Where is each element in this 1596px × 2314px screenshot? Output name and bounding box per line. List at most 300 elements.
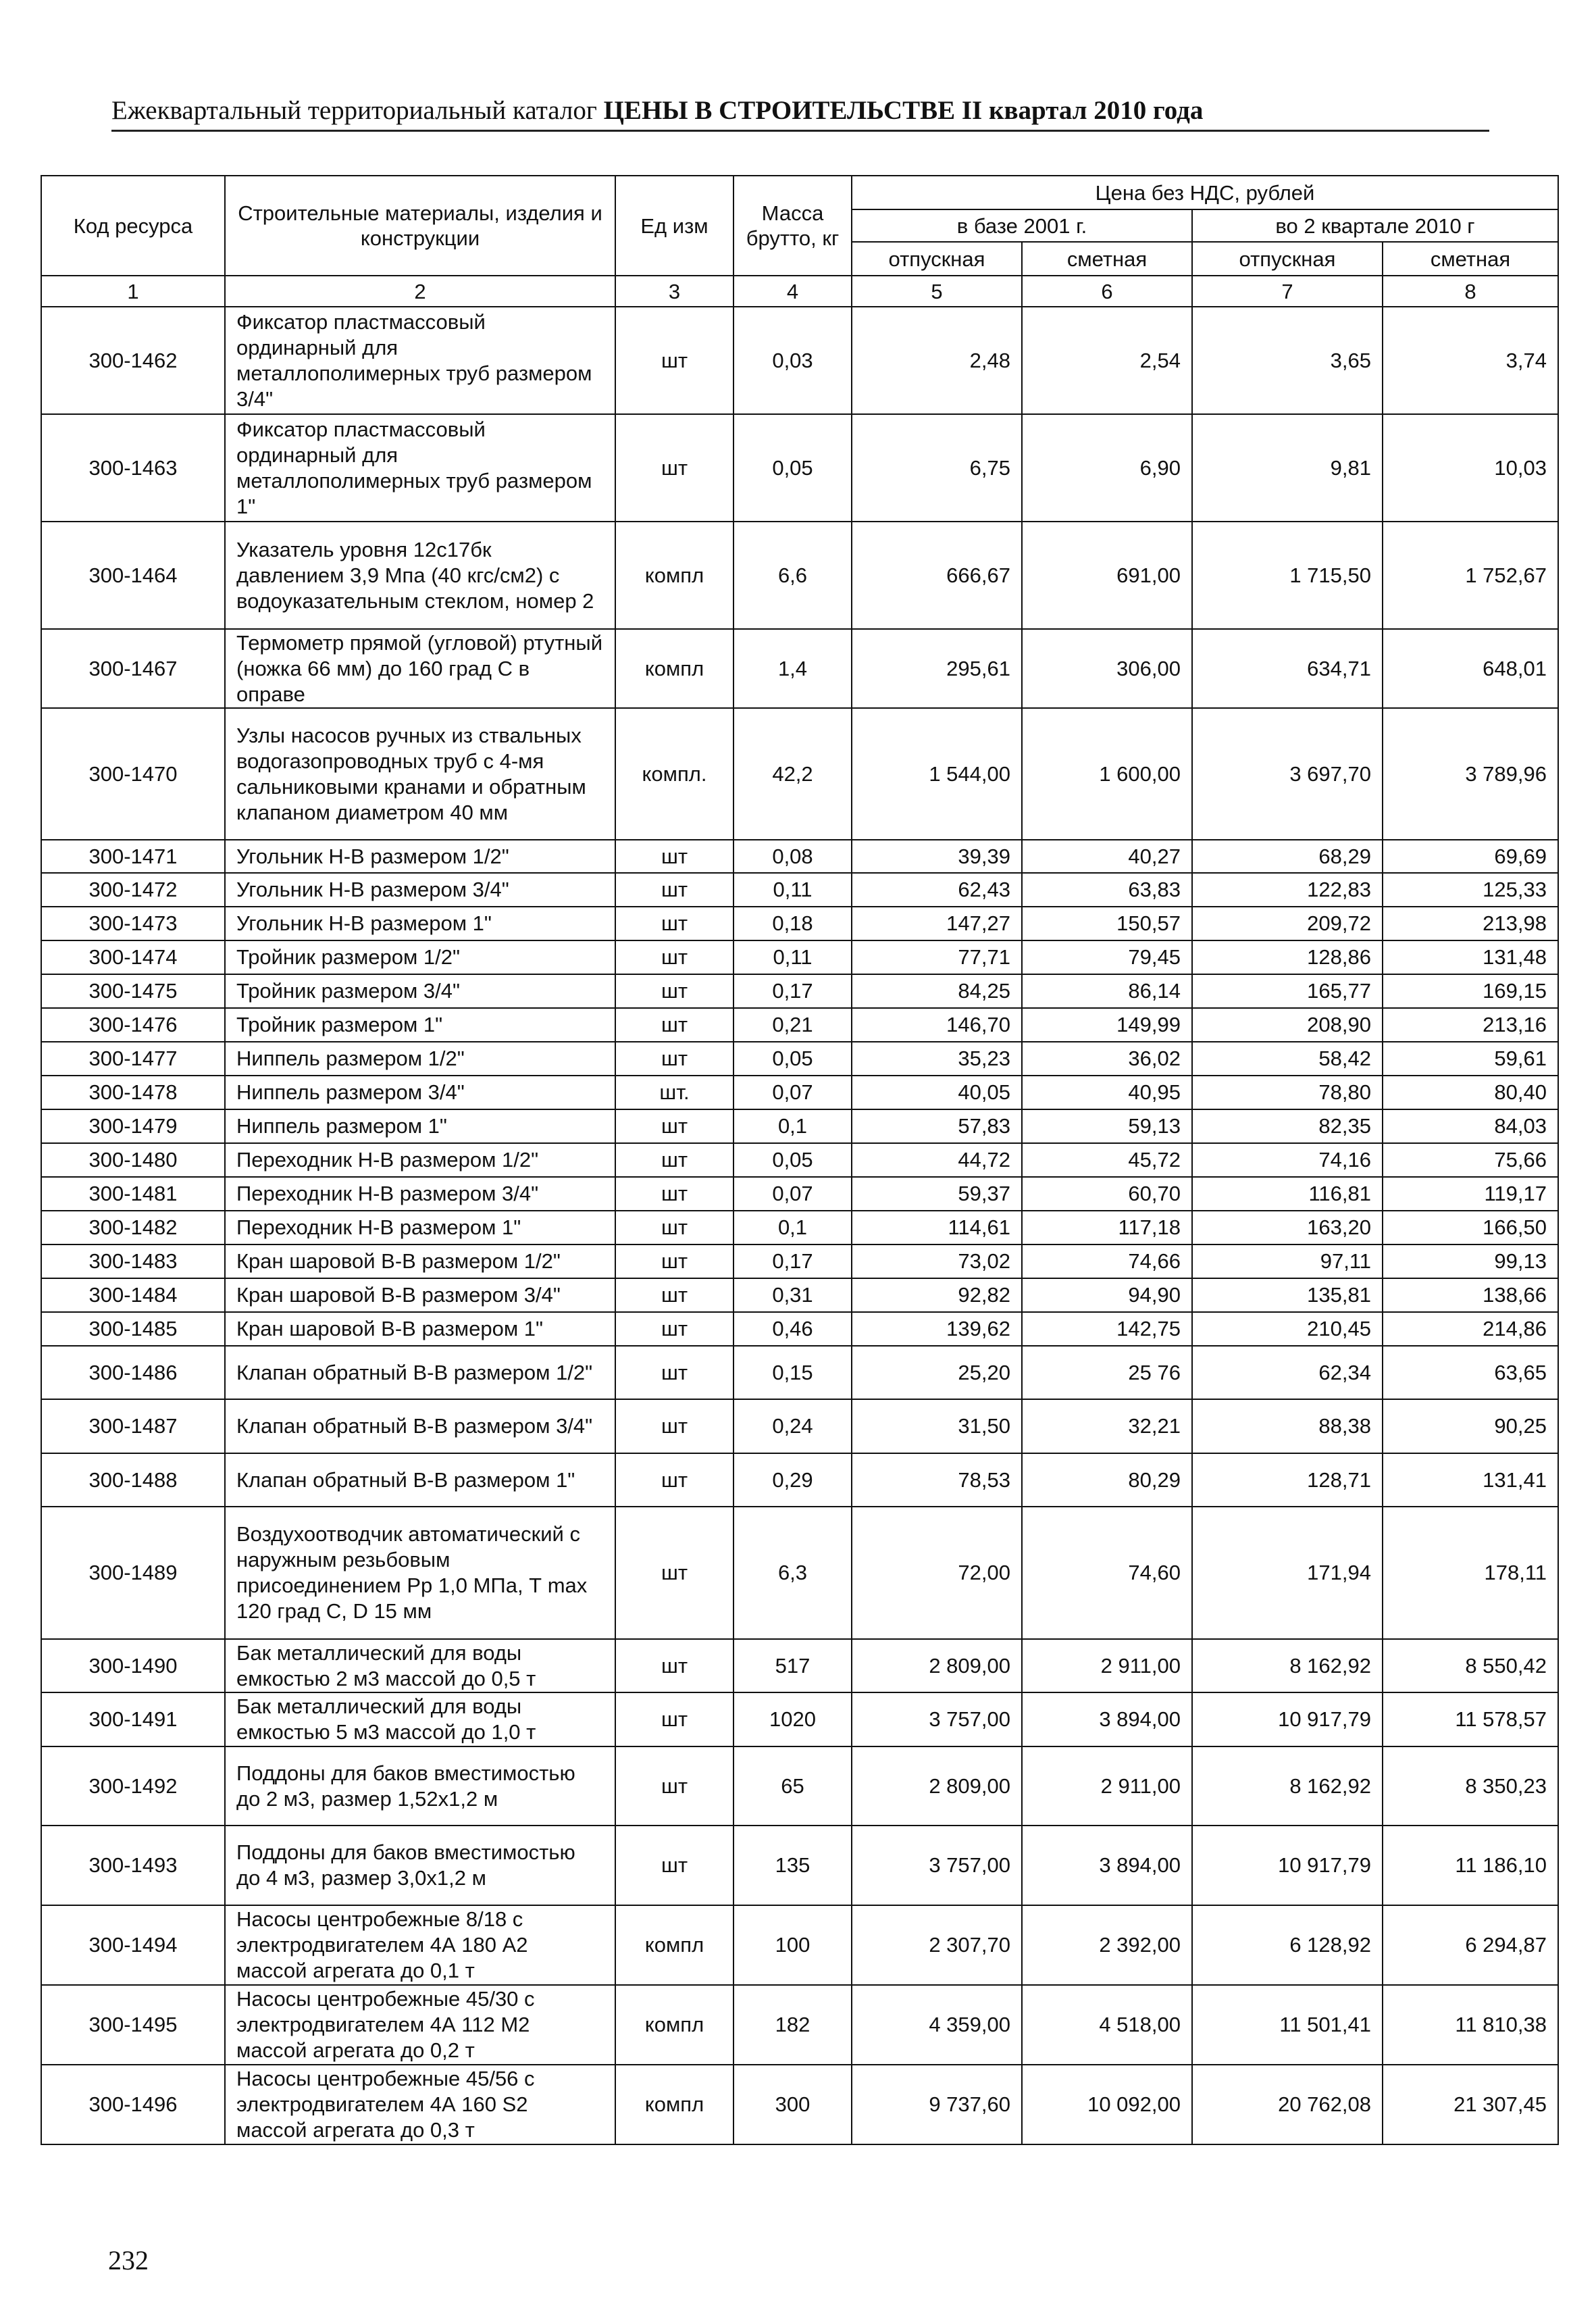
column-number: 1 <box>41 276 225 307</box>
base-2001-sell-price: 77,71 <box>852 940 1022 974</box>
unit-cell: компл <box>615 629 733 708</box>
q2-2010-estimate-price: 84,03 <box>1383 1109 1558 1143</box>
mass-cell: 0,07 <box>733 1076 852 1109</box>
base-2001-estimate-price: 86,14 <box>1022 974 1192 1008</box>
header-base-estimate: сметная <box>1022 242 1192 276</box>
mass-cell: 0,05 <box>733 414 852 522</box>
table-row <box>41 1143 1558 1177</box>
table-row <box>41 1076 1558 1109</box>
material-name: Бак металлический для воды емкостью 2 м3 массой до 0,5 т <box>225 1639 615 1692</box>
unit-cell: шт <box>615 1346 733 1399</box>
material-name: Бак металлический для воды емкостью 5 м3 массой до 1,0 т <box>225 1692 615 1746</box>
mass-cell: 0,29 <box>733 1453 852 1507</box>
q2-2010-sell-price: 3 697,70 <box>1192 708 1383 840</box>
q2-2010-estimate-price: 138,66 <box>1383 1278 1558 1312</box>
resource-code: 300-1493 <box>41 1826 225 1905</box>
header-cur-estimate: сметная <box>1383 242 1558 276</box>
q2-2010-estimate-price: 10,03 <box>1383 414 1558 522</box>
base-2001-sell-price: 6,75 <box>852 414 1022 522</box>
page-header <box>111 93 1489 132</box>
resource-code: 300-1467 <box>41 629 225 708</box>
q2-2010-sell-price: 9,81 <box>1192 414 1383 522</box>
mass-cell: 0,03 <box>733 307 852 414</box>
q2-2010-estimate-price: 8 550,42 <box>1383 1639 1558 1692</box>
q2-2010-estimate-price: 11 578,57 <box>1383 1692 1558 1746</box>
resource-code: 300-1473 <box>41 907 225 940</box>
price-table <box>41 175 1559 2145</box>
unit-cell: шт <box>615 1177 733 1211</box>
q2-2010-estimate-price: 63,65 <box>1383 1346 1558 1399</box>
resource-code: 300-1489 <box>41 1507 225 1639</box>
table-row <box>41 1244 1558 1278</box>
table-row <box>41 1985 1558 2065</box>
mass-cell: 0,17 <box>733 1244 852 1278</box>
mass-cell: 0,1 <box>733 1109 852 1143</box>
material-name: Фиксатор пластмассовый ординарный для металлополимерных труб размером 3/4" <box>225 307 615 414</box>
material-name: Термометр прямой (угловой) ртутный (ножка 66 мм) до 160 град С в оправе <box>225 629 615 708</box>
mass-cell: 0,05 <box>733 1042 852 1076</box>
resource-code: 300-1491 <box>41 1692 225 1746</box>
q2-2010-sell-price: 62,34 <box>1192 1346 1383 1399</box>
resource-code: 300-1495 <box>41 1985 225 2065</box>
table-row <box>41 522 1558 629</box>
resource-code: 300-1472 <box>41 873 225 907</box>
q2-2010-estimate-price: 21 307,45 <box>1383 2065 1558 2144</box>
table-row <box>41 1312 1558 1346</box>
q2-2010-estimate-price: 3 789,96 <box>1383 708 1558 840</box>
q2-2010-estimate-price: 59,61 <box>1383 1042 1558 1076</box>
base-2001-sell-price: 147,27 <box>852 907 1022 940</box>
q2-2010-estimate-price: 178,11 <box>1383 1507 1558 1639</box>
base-2001-sell-price: 146,70 <box>852 1008 1022 1042</box>
q2-2010-estimate-price: 90,25 <box>1383 1399 1558 1453</box>
resource-code: 300-1494 <box>41 1905 225 1985</box>
resource-code: 300-1476 <box>41 1008 225 1042</box>
base-2001-estimate-price: 59,13 <box>1022 1109 1192 1143</box>
q2-2010-estimate-price: 11 186,10 <box>1383 1826 1558 1905</box>
catalog-prefix: Ежеквартальный территориальный каталог <box>111 96 597 125</box>
unit-cell: шт <box>615 1692 733 1746</box>
table-row <box>41 1905 1558 1985</box>
mass-cell: 1020 <box>733 1692 852 1746</box>
mass-cell: 65 <box>733 1746 852 1826</box>
resource-code: 300-1496 <box>41 2065 225 2144</box>
q2-2010-sell-price: 210,45 <box>1192 1312 1383 1346</box>
table-row <box>41 1826 1558 1905</box>
unit-cell: шт <box>615 1008 733 1042</box>
unit-cell: шт <box>615 1507 733 1639</box>
mass-cell: 6,3 <box>733 1507 852 1639</box>
q2-2010-sell-price: 58,42 <box>1192 1042 1383 1076</box>
base-2001-sell-price: 25,20 <box>852 1346 1022 1399</box>
q2-2010-estimate-price: 8 350,23 <box>1383 1746 1558 1826</box>
table-row <box>41 414 1558 522</box>
base-2001-estimate-price: 74,60 <box>1022 1507 1192 1639</box>
unit-cell: шт <box>615 1278 733 1312</box>
table-row <box>41 1639 1558 1692</box>
mass-cell: 0,15 <box>733 1346 852 1399</box>
q2-2010-estimate-price: 213,98 <box>1383 907 1558 940</box>
table-row <box>41 1692 1558 1746</box>
material-name: Поддоны для баков вместимостью до 2 м3, размер 1,52х1,2 м <box>225 1746 615 1826</box>
base-2001-sell-price: 295,61 <box>852 629 1022 708</box>
material-name: Ниппель размером 3/4" <box>225 1076 615 1109</box>
mass-cell: 0,18 <box>733 907 852 940</box>
mass-cell: 135 <box>733 1826 852 1905</box>
base-2001-estimate-price: 2,54 <box>1022 307 1192 414</box>
resource-code: 300-1483 <box>41 1244 225 1278</box>
q2-2010-sell-price: 82,35 <box>1192 1109 1383 1143</box>
base-2001-sell-price: 9 737,60 <box>852 2065 1022 2144</box>
base-2001-estimate-price: 117,18 <box>1022 1211 1192 1244</box>
unit-cell: шт <box>615 1042 733 1076</box>
q2-2010-estimate-price: 75,66 <box>1383 1143 1558 1177</box>
header-cur-sell: отпускная <box>1192 242 1383 276</box>
resource-code: 300-1462 <box>41 307 225 414</box>
mass-cell: 0,05 <box>733 1143 852 1177</box>
header-code: Код ресурса <box>41 176 225 276</box>
q2-2010-sell-price: 171,94 <box>1192 1507 1383 1639</box>
base-2001-estimate-price: 94,90 <box>1022 1278 1192 1312</box>
table-row <box>41 307 1558 414</box>
base-2001-sell-price: 4 359,00 <box>852 1985 1022 2065</box>
mass-cell: 0,11 <box>733 873 852 907</box>
mass-cell: 0,1 <box>733 1211 852 1244</box>
base-2001-estimate-price: 2 911,00 <box>1022 1639 1192 1692</box>
resource-code: 300-1480 <box>41 1143 225 1177</box>
mass-cell: 0,07 <box>733 1177 852 1211</box>
q2-2010-estimate-price: 11 810,38 <box>1383 1985 1558 2065</box>
table-row <box>41 1507 1558 1639</box>
catalog-period: II квартал 2010 года <box>961 96 1204 125</box>
base-2001-estimate-price: 3 894,00 <box>1022 1826 1192 1905</box>
mass-cell: 0,31 <box>733 1278 852 1312</box>
base-2001-sell-price: 2 307,70 <box>852 1905 1022 1985</box>
base-2001-estimate-price: 80,29 <box>1022 1453 1192 1507</box>
base-2001-sell-price: 78,53 <box>852 1453 1022 1507</box>
unit-cell: шт <box>615 414 733 522</box>
material-name: Насосы центробежные 8/18 с электродвигателем 4А 180 А2 массой агрегата до 0,1 т <box>225 1905 615 1985</box>
q2-2010-sell-price: 10 917,79 <box>1192 1826 1383 1905</box>
resource-code: 300-1482 <box>41 1211 225 1244</box>
unit-cell: шт <box>615 307 733 414</box>
mass-cell: 182 <box>733 1985 852 2065</box>
mass-cell: 1,4 <box>733 629 852 708</box>
q2-2010-estimate-price: 1 752,67 <box>1383 522 1558 629</box>
resource-code: 300-1490 <box>41 1639 225 1692</box>
base-2001-sell-price: 139,62 <box>852 1312 1022 1346</box>
base-2001-estimate-price: 3 894,00 <box>1022 1692 1192 1746</box>
table-row <box>41 940 1558 974</box>
q2-2010-sell-price: 8 162,92 <box>1192 1639 1383 1692</box>
material-name: Клапан обратный В-В размером 1/2" <box>225 1346 615 1399</box>
mass-cell: 0,24 <box>733 1399 852 1453</box>
unit-cell: шт <box>615 974 733 1008</box>
column-number: 2 <box>225 276 615 307</box>
q2-2010-estimate-price: 169,15 <box>1383 974 1558 1008</box>
table-row <box>41 974 1558 1008</box>
q2-2010-sell-price: 122,83 <box>1192 873 1383 907</box>
mass-cell: 0,08 <box>733 840 852 873</box>
base-2001-estimate-price: 6,90 <box>1022 414 1192 522</box>
material-name: Указатель уровня 12с17бк давлением 3,9 Мпа (40 кгс/см2) с водоуказательным стеклом, номер 2 <box>225 522 615 629</box>
header-base-sell: отпускная <box>852 242 1022 276</box>
q2-2010-estimate-price: 214,86 <box>1383 1312 1558 1346</box>
resource-code: 300-1475 <box>41 974 225 1008</box>
base-2001-sell-price: 84,25 <box>852 974 1022 1008</box>
base-2001-sell-price: 666,67 <box>852 522 1022 629</box>
material-name: Ниппель размером 1" <box>225 1109 615 1143</box>
base-2001-sell-price: 92,82 <box>852 1278 1022 1312</box>
base-2001-estimate-price: 4 518,00 <box>1022 1985 1192 2065</box>
q2-2010-sell-price: 11 501,41 <box>1192 1985 1383 2065</box>
q2-2010-sell-price: 165,77 <box>1192 974 1383 1008</box>
q2-2010-sell-price: 10 917,79 <box>1192 1692 1383 1746</box>
resource-code: 300-1464 <box>41 522 225 629</box>
material-name: Воздухоотводчик автоматический с наружным резьбовым присоединением Рр 1,0 МПа, Т max 120 град С, D 15 мм <box>225 1507 615 1639</box>
material-name: Кран шаровой В-В размером 3/4" <box>225 1278 615 1312</box>
q2-2010-sell-price: 209,72 <box>1192 907 1383 940</box>
header-base-2001: в базе 2001 г. <box>852 209 1192 242</box>
resource-code: 300-1470 <box>41 708 225 840</box>
header-mass: Масса брутто, кг <box>733 176 852 276</box>
mass-cell: 0,11 <box>733 940 852 974</box>
unit-cell: шт <box>615 1143 733 1177</box>
table-header <box>41 176 1558 307</box>
q2-2010-sell-price: 163,20 <box>1192 1211 1383 1244</box>
resource-code: 300-1481 <box>41 1177 225 1211</box>
q2-2010-sell-price: 634,71 <box>1192 629 1383 708</box>
q2-2010-sell-price: 1 715,50 <box>1192 522 1383 629</box>
base-2001-estimate-price: 10 092,00 <box>1022 2065 1192 2144</box>
unit-cell: шт <box>615 1244 733 1278</box>
base-2001-estimate-price: 63,83 <box>1022 873 1192 907</box>
table-row <box>41 1211 1558 1244</box>
base-2001-estimate-price: 32,21 <box>1022 1399 1192 1453</box>
mass-cell: 0,46 <box>733 1312 852 1346</box>
q2-2010-estimate-price: 131,41 <box>1383 1453 1558 1507</box>
unit-cell: шт <box>615 1109 733 1143</box>
base-2001-sell-price: 1 544,00 <box>852 708 1022 840</box>
base-2001-sell-price: 57,83 <box>852 1109 1022 1143</box>
column-number: 5 <box>852 276 1022 307</box>
unit-cell: шт. <box>615 1076 733 1109</box>
base-2001-sell-price: 3 757,00 <box>852 1692 1022 1746</box>
unit-cell: шт <box>615 1639 733 1692</box>
base-2001-sell-price: 62,43 <box>852 873 1022 907</box>
resource-code: 300-1474 <box>41 940 225 974</box>
base-2001-sell-price: 3 757,00 <box>852 1826 1022 1905</box>
unit-cell: шт <box>615 1826 733 1905</box>
base-2001-estimate-price: 40,95 <box>1022 1076 1192 1109</box>
material-name: Насосы центробежные 45/56 с электродвигателем 4А 160 S2 массой агрегата до 0,3 т <box>225 2065 615 2144</box>
unit-cell: компл <box>615 1985 733 2065</box>
resource-code: 300-1484 <box>41 1278 225 1312</box>
table-row <box>41 907 1558 940</box>
base-2001-sell-price: 114,61 <box>852 1211 1022 1244</box>
unit-cell: шт <box>615 1211 733 1244</box>
header-price-group: Цена без НДС, рублей <box>852 176 1558 209</box>
material-name: Узлы насосов ручных из ствальных водогазопроводных труб с 4-мя сальниковыми кранами и обратным клапаном диаметром 40 мм <box>225 708 615 840</box>
unit-cell: шт <box>615 940 733 974</box>
unit-cell: шт <box>615 1746 733 1826</box>
resource-code: 300-1477 <box>41 1042 225 1076</box>
q2-2010-sell-price: 128,86 <box>1192 940 1383 974</box>
q2-2010-sell-price: 68,29 <box>1192 840 1383 873</box>
unit-cell: компл <box>615 522 733 629</box>
q2-2010-sell-price: 128,71 <box>1192 1453 1383 1507</box>
unit-cell: шт <box>615 1399 733 1453</box>
material-name: Кран шаровой В-В размером 1/2" <box>225 1244 615 1278</box>
mass-cell: 100 <box>733 1905 852 1985</box>
q2-2010-estimate-price: 213,16 <box>1383 1008 1558 1042</box>
resource-code: 300-1478 <box>41 1076 225 1109</box>
unit-cell: компл. <box>615 708 733 840</box>
base-2001-estimate-price: 2 911,00 <box>1022 1746 1192 1826</box>
material-name: Переходник Н-В размером 1/2" <box>225 1143 615 1177</box>
unit-cell: шт <box>615 907 733 940</box>
table-row <box>41 873 1558 907</box>
q2-2010-estimate-price: 80,40 <box>1383 1076 1558 1109</box>
material-name: Ниппель размером 1/2" <box>225 1042 615 1076</box>
q2-2010-sell-price: 8 162,92 <box>1192 1746 1383 1826</box>
base-2001-estimate-price: 74,66 <box>1022 1244 1192 1278</box>
table-row <box>41 2065 1558 2144</box>
unit-cell: шт <box>615 873 733 907</box>
base-2001-estimate-price: 25 76 <box>1022 1346 1192 1399</box>
material-name: Кран шаровой В-В размером 1" <box>225 1312 615 1346</box>
header-q2-2010: во 2 квартале 2010 г <box>1192 209 1558 242</box>
page-number: 232 <box>108 2245 149 2275</box>
q2-2010-sell-price: 20 762,08 <box>1192 2065 1383 2144</box>
mass-cell: 6,6 <box>733 522 852 629</box>
q2-2010-sell-price: 97,11 <box>1192 1244 1383 1278</box>
q2-2010-estimate-price: 69,69 <box>1383 840 1558 873</box>
table-row <box>41 1278 1558 1312</box>
q2-2010-sell-price: 6 128,92 <box>1192 1905 1383 1985</box>
base-2001-sell-price: 35,23 <box>852 1042 1022 1076</box>
q2-2010-estimate-price: 119,17 <box>1383 1177 1558 1211</box>
base-2001-sell-price: 72,00 <box>852 1507 1022 1639</box>
base-2001-estimate-price: 1 600,00 <box>1022 708 1192 840</box>
material-name: Переходник Н-В размером 3/4" <box>225 1177 615 1211</box>
resource-code: 300-1479 <box>41 1109 225 1143</box>
resource-code: 300-1488 <box>41 1453 225 1507</box>
q2-2010-sell-price: 88,38 <box>1192 1399 1383 1453</box>
q2-2010-estimate-price: 3,74 <box>1383 307 1558 414</box>
table-row <box>41 1746 1558 1826</box>
base-2001-estimate-price: 36,02 <box>1022 1042 1192 1076</box>
q2-2010-sell-price: 116,81 <box>1192 1177 1383 1211</box>
mass-cell: 517 <box>733 1639 852 1692</box>
base-2001-sell-price: 2 809,00 <box>852 1639 1022 1692</box>
resource-code: 300-1486 <box>41 1346 225 1399</box>
material-name: Клапан обратный В-В размером 3/4" <box>225 1399 615 1453</box>
material-name: Тройник размером 1" <box>225 1008 615 1042</box>
material-name: Угольник Н-В размером 1/2" <box>225 840 615 873</box>
column-number: 4 <box>733 276 852 307</box>
column-number: 8 <box>1383 276 1558 307</box>
table-row <box>41 1453 1558 1507</box>
material-name: Поддоны для баков вместимостью до 4 м3, размер 3,0х1,2 м <box>225 1826 615 1905</box>
base-2001-estimate-price: 150,57 <box>1022 907 1192 940</box>
base-2001-sell-price: 73,02 <box>852 1244 1022 1278</box>
resource-code: 300-1485 <box>41 1312 225 1346</box>
q2-2010-sell-price: 78,80 <box>1192 1076 1383 1109</box>
base-2001-estimate-price: 60,70 <box>1022 1177 1192 1211</box>
resource-code: 300-1487 <box>41 1399 225 1453</box>
table-row <box>41 629 1558 708</box>
resource-code: 300-1463 <box>41 414 225 522</box>
header-name: Строительные материалы, изделия и конструкции <box>225 176 615 276</box>
unit-cell: компл <box>615 1905 733 1985</box>
base-2001-estimate-price: 45,72 <box>1022 1143 1192 1177</box>
mass-cell: 300 <box>733 2065 852 2144</box>
q2-2010-estimate-price: 131,48 <box>1383 940 1558 974</box>
base-2001-estimate-price: 306,00 <box>1022 629 1192 708</box>
material-name: Насосы центробежные 45/30 с электродвигателем 4А 112 М2 массой агрегата до 0,2 т <box>225 1985 615 2065</box>
q2-2010-estimate-price: 648,01 <box>1383 629 1558 708</box>
table-row <box>41 1109 1558 1143</box>
material-name: Угольник Н-В размером 1" <box>225 907 615 940</box>
material-name: Клапан обратный В-В размером 1" <box>225 1453 615 1507</box>
table-row <box>41 1399 1558 1453</box>
resource-code: 300-1471 <box>41 840 225 873</box>
base-2001-estimate-price: 2 392,00 <box>1022 1905 1192 1985</box>
base-2001-sell-price: 39,39 <box>852 840 1022 873</box>
unit-cell: компл <box>615 2065 733 2144</box>
unit-cell: шт <box>615 1312 733 1346</box>
unit-cell: шт <box>615 840 733 873</box>
resource-code: 300-1492 <box>41 1746 225 1826</box>
header-unit: Ед изм <box>615 176 733 276</box>
q2-2010-sell-price: 3,65 <box>1192 307 1383 414</box>
base-2001-estimate-price: 149,99 <box>1022 1008 1192 1042</box>
mass-cell: 0,21 <box>733 1008 852 1042</box>
base-2001-sell-price: 31,50 <box>852 1399 1022 1453</box>
unit-cell: шт <box>615 1453 733 1507</box>
material-name: Фиксатор пластмассовый ординарный для металлополимерных труб размером 1" <box>225 414 615 522</box>
table-row <box>41 1346 1558 1399</box>
table-row <box>41 1008 1558 1042</box>
base-2001-sell-price: 40,05 <box>852 1076 1022 1109</box>
column-number: 3 <box>615 276 733 307</box>
base-2001-sell-price: 2,48 <box>852 307 1022 414</box>
q2-2010-estimate-price: 125,33 <box>1383 873 1558 907</box>
base-2001-estimate-price: 79,45 <box>1022 940 1192 974</box>
q2-2010-sell-price: 135,81 <box>1192 1278 1383 1312</box>
base-2001-estimate-price: 142,75 <box>1022 1312 1192 1346</box>
table-row <box>41 708 1558 840</box>
table-body <box>41 307 1558 2144</box>
q2-2010-estimate-price: 99,13 <box>1383 1244 1558 1278</box>
q2-2010-estimate-price: 166,50 <box>1383 1211 1558 1244</box>
base-2001-estimate-price: 691,00 <box>1022 522 1192 629</box>
q2-2010-sell-price: 74,16 <box>1192 1143 1383 1177</box>
q2-2010-estimate-price: 6 294,87 <box>1383 1905 1558 1985</box>
material-name: Тройник размером 3/4" <box>225 974 615 1008</box>
q2-2010-sell-price: 208,90 <box>1192 1008 1383 1042</box>
base-2001-sell-price: 2 809,00 <box>852 1746 1022 1826</box>
table-row <box>41 840 1558 873</box>
material-name: Переходник Н-В размером 1" <box>225 1211 615 1244</box>
table-row <box>41 1177 1558 1211</box>
column-number: 7 <box>1192 276 1383 307</box>
base-2001-estimate-price: 40,27 <box>1022 840 1192 873</box>
material-name: Угольник Н-В размером 3/4" <box>225 873 615 907</box>
base-2001-sell-price: 44,72 <box>852 1143 1022 1177</box>
material-name: Тройник размером 1/2" <box>225 940 615 974</box>
